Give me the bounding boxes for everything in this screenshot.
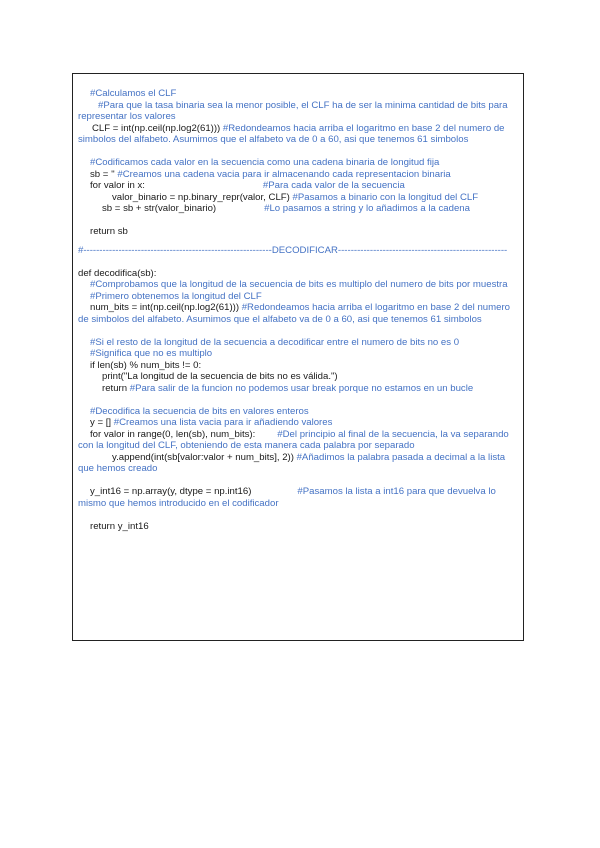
code-line <box>78 123 517 146</box>
code-text: return <box>102 382 130 394</box>
comment-line: #Significa que no es multiplo <box>90 348 213 359</box>
inline-comment: #Para salir de la funcion no podemos usar break porque no estamos en un bucle <box>129 382 474 394</box>
code-line <box>78 417 517 429</box>
code-text: y.append(int(sb[valor:valor + num_bits], 2)) <box>112 451 297 463</box>
code-text: CLF = int(np.ceil(np.log2(61))) <box>92 122 223 134</box>
code-line: return sb <box>90 226 128 237</box>
comment-line: #Primero obtenemos la longitud del CLF <box>90 290 262 302</box>
code-line <box>78 180 517 192</box>
code-text: valor_binario = np.binary_repr(valor, CLF) <box>112 191 293 203</box>
code-line <box>78 383 517 395</box>
inline-comment: #Redondeamos hacia arriba el logaritmo en base 2 del numero de simbolos del alfabeto. Asumimos que el alfabeto va de 0 a 60, asi que tenemos 61 simbolos <box>78 122 508 145</box>
comment-line: #Codificamos cada valor en la secuencia como una cadena binaria de longitud fija <box>90 157 440 168</box>
comment-line: #Comprobamos que la longitud de la secuencia de bits es multiplo del numero de bits por muestra <box>90 279 508 290</box>
code-text: y_int16 = np.array(y, dtype = np.int16) <box>90 486 252 497</box>
code-line <box>78 203 517 215</box>
comment-line: #Decodifica la secuencia de bits en valores enteros <box>90 405 309 417</box>
code-line: if len(sb) % num_bits != 0: <box>90 359 202 371</box>
code-text: y = [] <box>90 417 114 428</box>
code-line <box>78 486 517 509</box>
comment-line: #Calculamos el CLF <box>90 88 177 99</box>
code-line <box>78 169 517 181</box>
code-text: sb = sb + str(valor_binario) <box>102 203 217 214</box>
inline-comment: #Del principio al final de la secuencia, la va separando con la longitud del CLF, obteniendo de esta manera cada palabra por separado <box>78 428 512 451</box>
inline-comment: #Creamos una cadena vacia para ir almacenando cada representacion binaria <box>117 168 451 180</box>
inline-comment: #Pasamos a binario con la longitud del CLF <box>292 191 479 203</box>
section-separator: #-----------------------------------------------------------DECODIFICAR----------------------------------------------------- <box>78 244 508 256</box>
code-line <box>78 429 517 452</box>
function-definition: def decodifica(sb): <box>78 267 157 279</box>
code-line <box>78 192 517 204</box>
code-text: for valor in range(0, len(sb), num_bits): <box>90 428 256 440</box>
code-text: sb = '' <box>90 168 118 180</box>
code-line: print("La longitud de la secuencia de bits no es válida.") <box>102 371 338 382</box>
comment-line: #Para que la tasa binaria sea la menor posible, el CLF ha de ser la minima cantidad de bits para representar los valores <box>78 99 511 122</box>
inline-comment: #Lo pasamos a string y lo añadimos a la cadena <box>264 203 470 214</box>
inline-comment: #Añadimos la palabra pasada a decimal a la lista que hemos creado <box>78 451 508 474</box>
inline-comment: #Creamos una lista vacia para ir añadiendo valores <box>113 417 333 428</box>
code-text: num_bits = int(np.ceil(np.log2(61))) <box>90 302 242 313</box>
code-line <box>78 452 517 475</box>
inline-comment: #Pasamos la lista a int16 para que devuelva lo mismo que hemos introducido en el codificador <box>78 486 499 509</box>
code-line <box>78 302 517 325</box>
code-listing-frame <box>72 73 524 641</box>
code-text: for valor in x: <box>90 180 145 191</box>
code-line: return y_int16 <box>90 520 149 532</box>
inline-comment: #Redondeamos hacia arriba el logaritmo en base 2 del numero de simbolos del alfabeto. Asumimos que el alfabeto va de 0 a 60, asi que tenemos 61 simbolos <box>78 302 513 325</box>
comment-line: #Si el resto de la longitud de la secuencia a decodificar entre el numero de bits no es 0 <box>90 336 460 348</box>
inline-comment: #Para cada valor de la secuencia <box>262 180 405 191</box>
